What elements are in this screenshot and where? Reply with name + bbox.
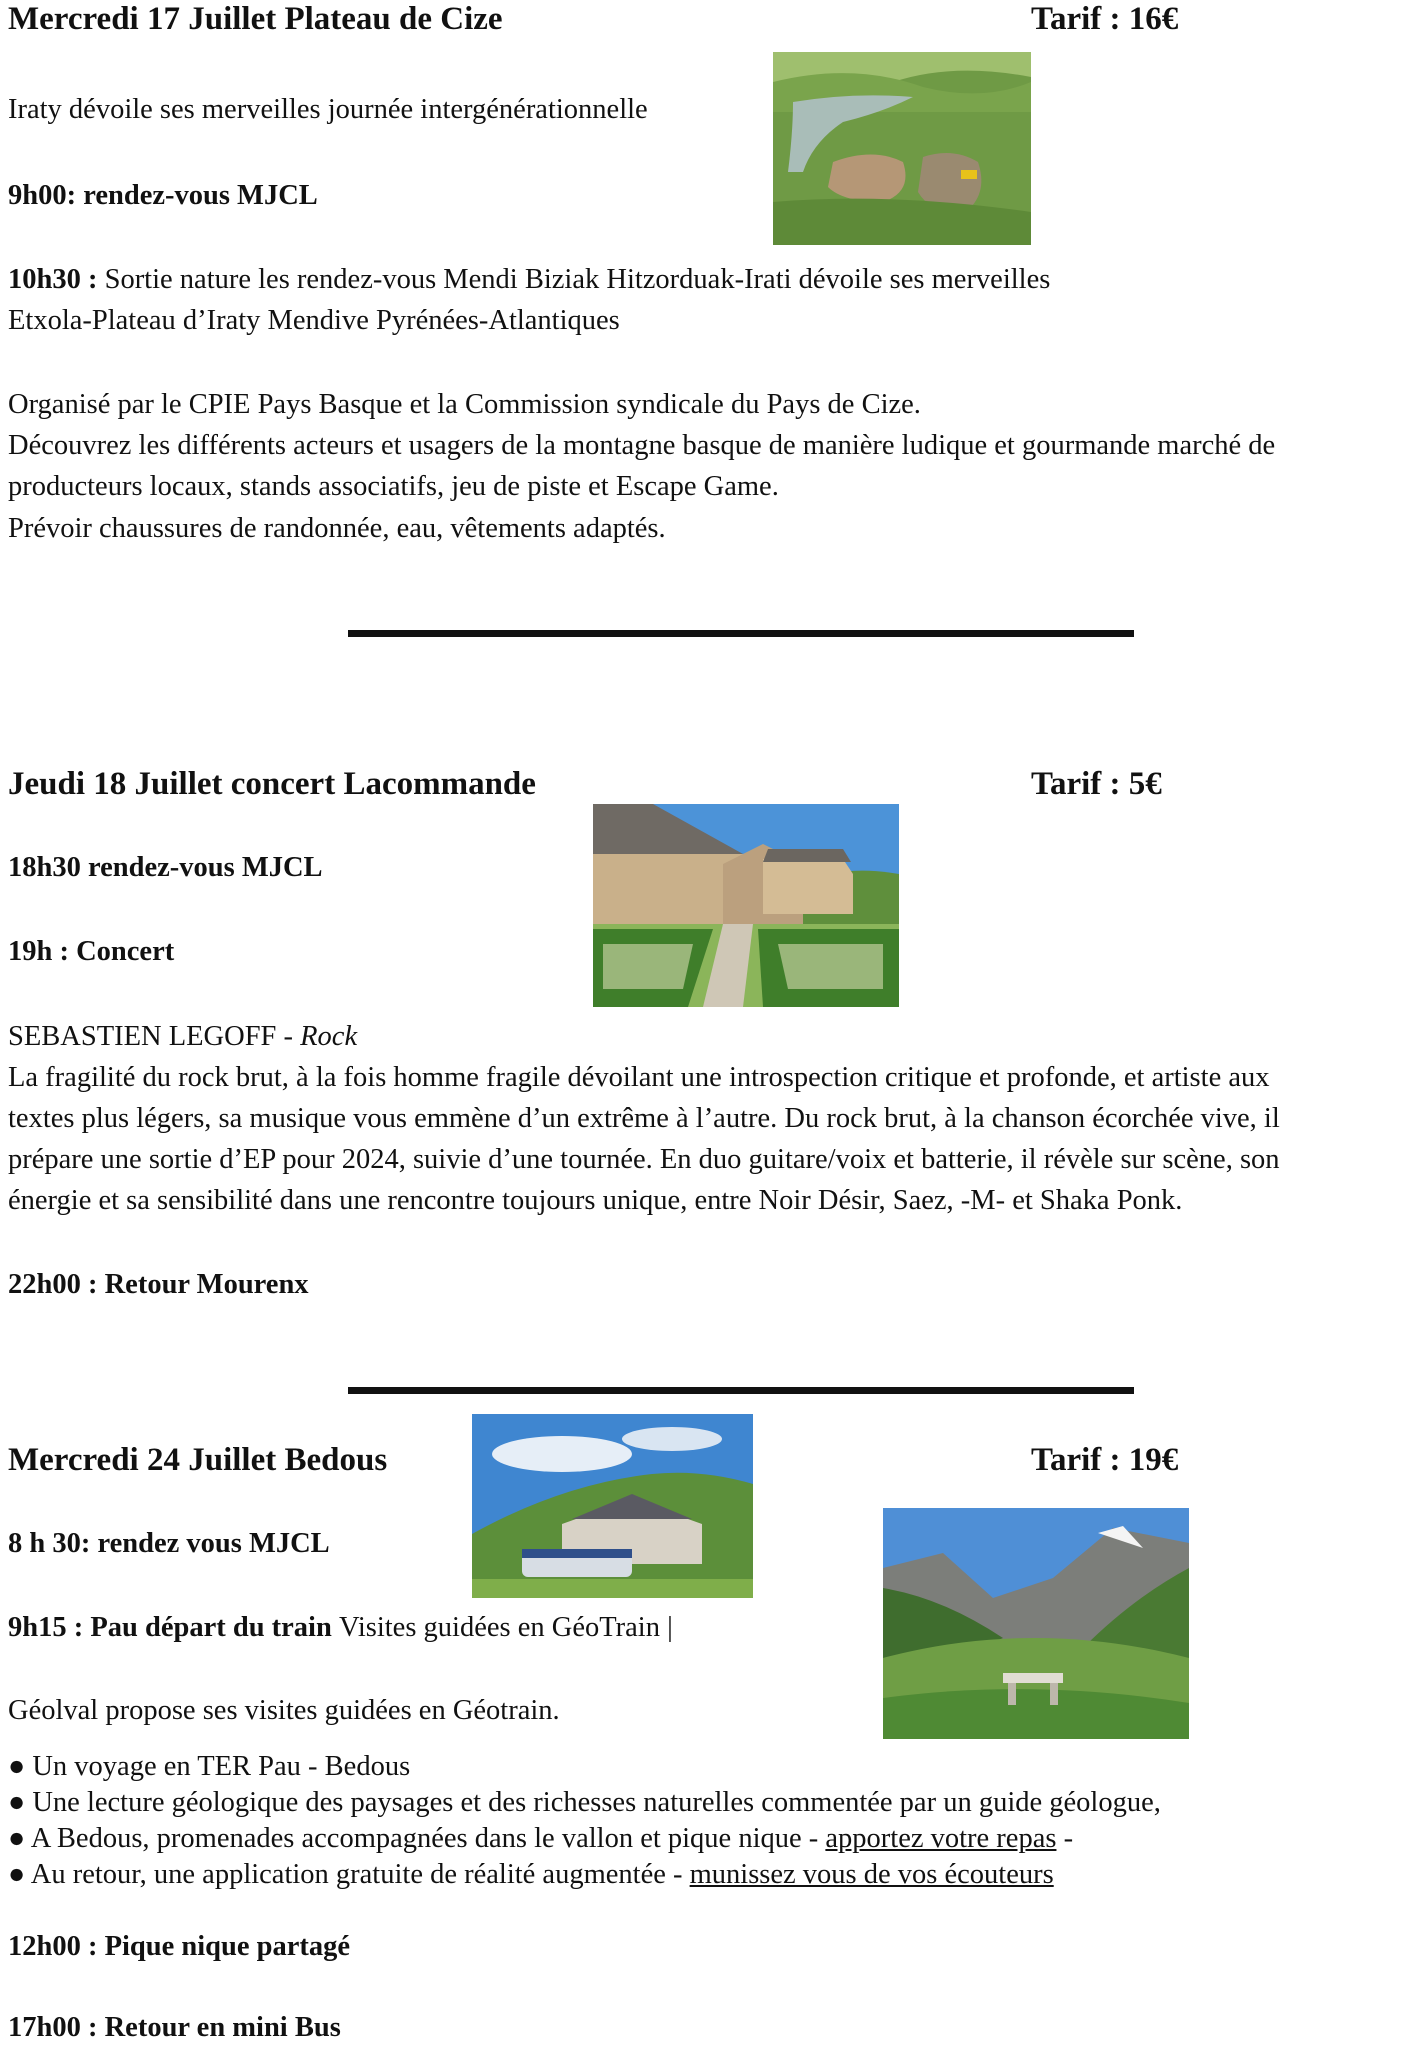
bullet-item bbox=[8, 1750, 410, 1784]
event2-artist bbox=[8, 1020, 357, 1054]
event2-meet: 18h30 rendez-vous MJCL bbox=[8, 852, 323, 883]
event2-concert: 19h : Concert bbox=[8, 936, 175, 967]
bullet-text: A Bedous, promenades accompagnées dans le vallon et pique nique - bbox=[30, 1823, 826, 1854]
event1-desc-line: Organisé par le CPIE Pays Basque et la Commission syndicale du Pays de Cize. bbox=[8, 389, 921, 420]
event3-train bbox=[8, 1611, 673, 1645]
event2-desc-line: prépare une sortie d’EP pour 2024, suivie d’une tournée. En duo guitare/voix et batterie, il révèle sur scène, son bbox=[8, 1144, 1280, 1175]
event3-price: Tarif : 19€ bbox=[1031, 1442, 1179, 1478]
bullet-item bbox=[8, 1822, 1073, 1856]
bullet-icon: ● bbox=[8, 1751, 26, 1782]
event2-desc-line: énergie et sa sensibilité dans une rencontre toujours unique, entre Noir Désir, Saez, -M- et Shaka Ponk. bbox=[8, 1185, 1183, 1216]
bullet-item bbox=[8, 1858, 1054, 1892]
event1-price: Tarif : 16€ bbox=[1031, 1, 1179, 37]
event3-lunch: 12h00 : Pique nique partagé bbox=[8, 1931, 351, 1962]
bullet-tail: - bbox=[1056, 1823, 1074, 1854]
event3-title: Mercredi 24 Juillet Bedous bbox=[8, 1442, 388, 1478]
event1-title: Mercredi 17 Juillet Plateau de Cize bbox=[8, 1, 503, 37]
event1-subtitle: Iraty dévoile ses merveilles journée intergénérationnelle bbox=[8, 94, 648, 125]
event1-item1-text: Sortie nature les rendez-vous Mendi Biziak Hitzorduak-Irati dévoile ses merveilles bbox=[97, 264, 1051, 295]
event1-desc-line: producteurs locaux, stands associatifs, jeu de piste et Escape Game. bbox=[8, 471, 779, 502]
train-departure: 9h15 : Pau départ du train bbox=[8, 1612, 339, 1643]
bullet-text: Au retour, une application gratuite de réalité augmentée - bbox=[30, 1859, 690, 1890]
bullet-icon: ● bbox=[8, 1823, 26, 1854]
event1-desc-line: Découvrez les différents acteurs et usagers de la montagne basque de manière ludique et gourmande marché de bbox=[8, 430, 1276, 461]
event1-item1-time: 10h30 : bbox=[8, 264, 98, 295]
artist-genre: Rock bbox=[300, 1021, 358, 1052]
bullet-text: Une lecture géologique des paysages et des richesses naturelles commentée par un guide géologue, bbox=[32, 1787, 1161, 1818]
event1-item1-line2: Etxola-Plateau d’Iraty Mendive Pyrénées-Atlantiques bbox=[8, 305, 620, 336]
event2-title: Jeudi 18 Juillet concert Lacommande bbox=[8, 766, 536, 802]
artist-name: SEBASTIEN LEGOFF - bbox=[8, 1021, 301, 1052]
bullet-text: Un voyage en TER Pau - Bedous bbox=[32, 1751, 411, 1782]
train-visits: Visites guidées en GéoTrain | bbox=[338, 1612, 673, 1643]
bullet-icon: ● bbox=[8, 1859, 26, 1890]
event2-desc-line: textes plus légers, sa musique vous emmène d’un extrême à l’autre. Du rock brut, à la chanson écorchée vive, il bbox=[8, 1103, 1280, 1134]
event2-desc-line: La fragilité du rock brut, à la fois homme fragile dévoilant une introspection critique et profonde, et artiste aux bbox=[8, 1062, 1270, 1093]
event2-return: 22h00 : Retour Mourenx bbox=[8, 1269, 309, 1300]
headphones-link[interactable]: munissez vous de vos écouteurs bbox=[689, 1859, 1054, 1890]
event3-intro: Géolval propose ses visites guidées en Géotrain. bbox=[8, 1695, 560, 1726]
bullet-icon: ● bbox=[8, 1787, 26, 1818]
event1-desc-line: Prévoir chaussures de randonnée, eau, vêtements adaptés. bbox=[8, 513, 666, 544]
section-divider bbox=[348, 1387, 1134, 1394]
event1-item1 bbox=[8, 263, 1050, 297]
bullet-item bbox=[8, 1786, 1161, 1820]
event1-meet: 9h00: rendez-vous MJCL bbox=[8, 180, 318, 211]
event3-meet: 8 h 30: rendez vous MJCL bbox=[8, 1528, 330, 1559]
section-divider bbox=[348, 630, 1134, 637]
valley-photo bbox=[883, 1508, 1189, 1739]
event3-return: 17h00 : Retour en mini Bus bbox=[8, 2012, 341, 2043]
train-photo bbox=[472, 1414, 753, 1598]
event2-price: Tarif : 5€ bbox=[1031, 766, 1162, 802]
bring-meal-link[interactable]: apportez votre repas bbox=[825, 1823, 1057, 1854]
lacommande-photo bbox=[593, 804, 899, 1007]
plateau-photo bbox=[773, 52, 1031, 245]
